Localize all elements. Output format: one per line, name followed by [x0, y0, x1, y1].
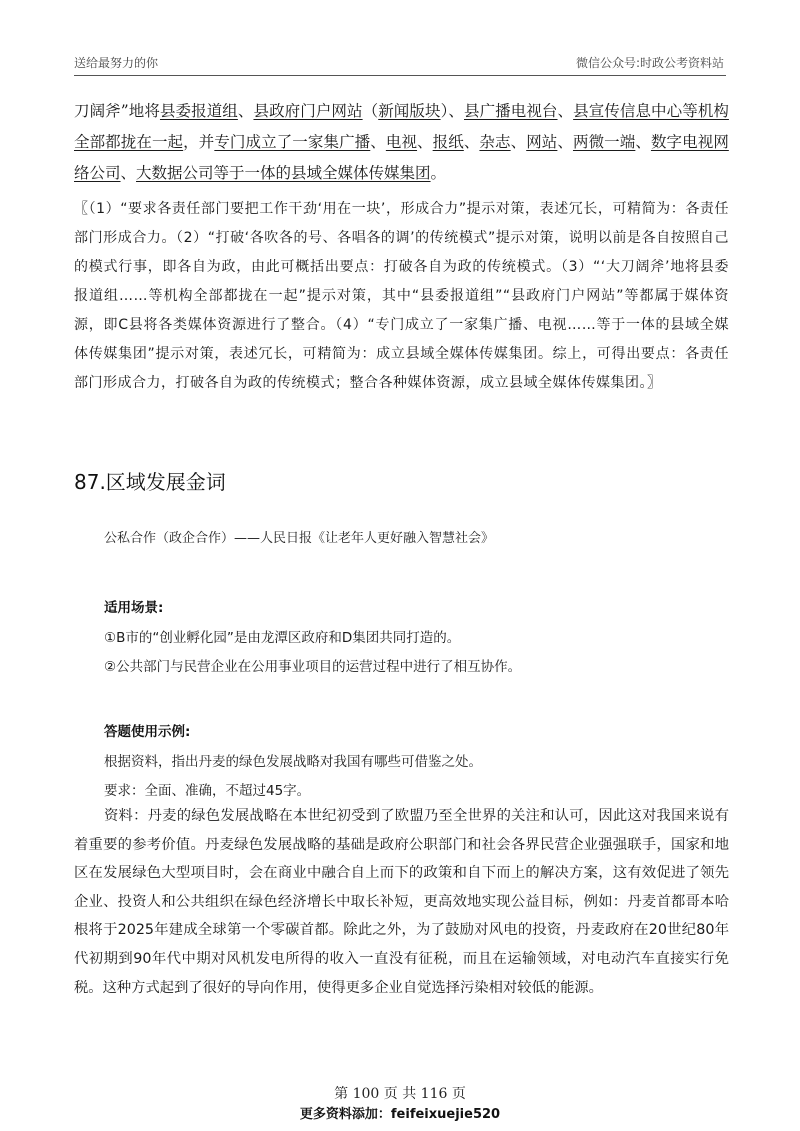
- material-passage: [74, 96, 729, 189]
- header-wechat-account: 微信公众号:时政公考资料站: [575, 56, 724, 70]
- passage-text: 、: [635, 133, 651, 151]
- footer-contact: 更多资料添加：feifeixuejie520: [299, 1107, 501, 1122]
- underlined-phrase: 县委报道组: [159, 102, 238, 120]
- underlined-phrase: 专门成立了一家集广播: [214, 133, 371, 151]
- example-requirement: 要求：全面、准确，不超过45字。: [104, 783, 311, 799]
- section-title: 87.区域发展金词: [74, 470, 226, 494]
- passage-text: 刀阔斧”地将: [74, 102, 160, 120]
- underlined-phrase: 数字电视网络公司: [74, 133, 729, 182]
- passage-text: ，并: [183, 133, 215, 151]
- underlined-phrase: 杂志: [479, 133, 511, 151]
- example-material: 资料：丹麦的绿色发展战略在本世纪初受到了欧盟乃至全世界的关注和认可，因此这对我国来说有着重要的参考价值。丹麦绿色发展战略的基础是政府公职部门和社会各界民营企业强强联手，国家和地区在发展绿色大型项目时，会在商业中融合自上而下的政策和自下而上的解决方案，这有效促进了领先企业、投资人和公共组织在绿色经济增长中取长补短，更高效地实现公益目标，例如：丹麦首都哥本哈根将于2025年建成全球第一个零碳首都。除此之外，为了鼓励对风电的投资，丹麦政府在20世纪80年代初期到90年代中期对风机发电所得的收入一直没有征税，而且在运输领域，对电动汽车直接实行免税。这种方式起到了很好的导向作用，使得更多企业自觉选择污染相对较低的能源。: [74, 808, 729, 996]
- scene-item: ②公共部门与民营企业在公用事业项目的运营过程中进行了相互协作。: [104, 659, 522, 675]
- underlined-phrase: 县宣传信息中心等机构全部都拢在一起: [74, 102, 729, 151]
- answer-analysis: 〖（1）“要求各责任部门要把工作干劲‘用在一块’，形成合力”提示对策，表述冗长，可精简为：各责任部门形成合力。（2）“打破‘各吹各的号、各唱各的调’的传统模式”提示对策，说明以前是各自按照自己的模式行事，即各自为政，由此可概括出要点：打破各自为政的传统模式。（3）“‘大刀阔斧’地将县委报道组……等机构全部都拢在一起”提示对策，其中“县委报道组”“县政府门户网站”等都属于媒体资源，即C县将各类媒体资源进行了整合。（4）“专门成立了一家集广播、电视……等于一体的县域全媒体传媒集团”提示对策，表述冗长，可精简为：成立县域全媒体传媒集团。综上，可得出要点：各责任部门形成合力，打破各自为政的传统模式；整合各种媒体资源，成立县域全媒体传媒集团。〗: [74, 201, 729, 391]
- passage-text: 、: [510, 133, 527, 151]
- underlined-phrase: 报纸: [432, 133, 464, 151]
- passage-text: ）、: [440, 102, 464, 120]
- scenes-label: 适用场景:: [104, 600, 164, 616]
- passage-text: 、: [417, 133, 433, 151]
- phrase-source: 公私合作（政企合作）——人民日报《让老年人更好融入智慧社会》: [104, 531, 495, 546]
- underlined-phrase: 新闻版块: [378, 102, 441, 120]
- passage-text: 、: [237, 102, 254, 120]
- header-slogan: 送给最努力的你: [74, 56, 159, 70]
- passage-text: 、: [120, 164, 137, 182]
- page-number: 第 100 页 共 116 页: [334, 1086, 466, 1102]
- passage-text: 。: [430, 164, 447, 182]
- example-label: 答题使用示例:: [104, 724, 191, 740]
- underlined-phrase: 网站: [526, 133, 558, 151]
- scene-item: ①B市的“创业孵化园”是由龙潭区政府和D集团共同打造的。: [104, 630, 461, 646]
- passage-text: 、: [557, 102, 574, 120]
- passage-text: 、: [463, 133, 480, 151]
- passage-text: 、: [370, 133, 386, 151]
- underlined-phrase: 县政府门户网站: [253, 102, 363, 120]
- example-question: 根据资料，指出丹麦的绿色发展战略对我国有哪些可借鉴之处。: [104, 754, 482, 770]
- passage-text: 、: [557, 133, 573, 151]
- underlined-phrase: 大数据公司等于一体的县域全媒体传媒集团: [136, 164, 431, 182]
- underlined-phrase: 电视: [385, 133, 418, 151]
- underlined-phrase: 两微一端: [572, 133, 636, 151]
- passage-text: （: [362, 102, 379, 120]
- header-divider: [74, 75, 726, 76]
- underlined-phrase: 县广播电视台: [464, 102, 558, 120]
